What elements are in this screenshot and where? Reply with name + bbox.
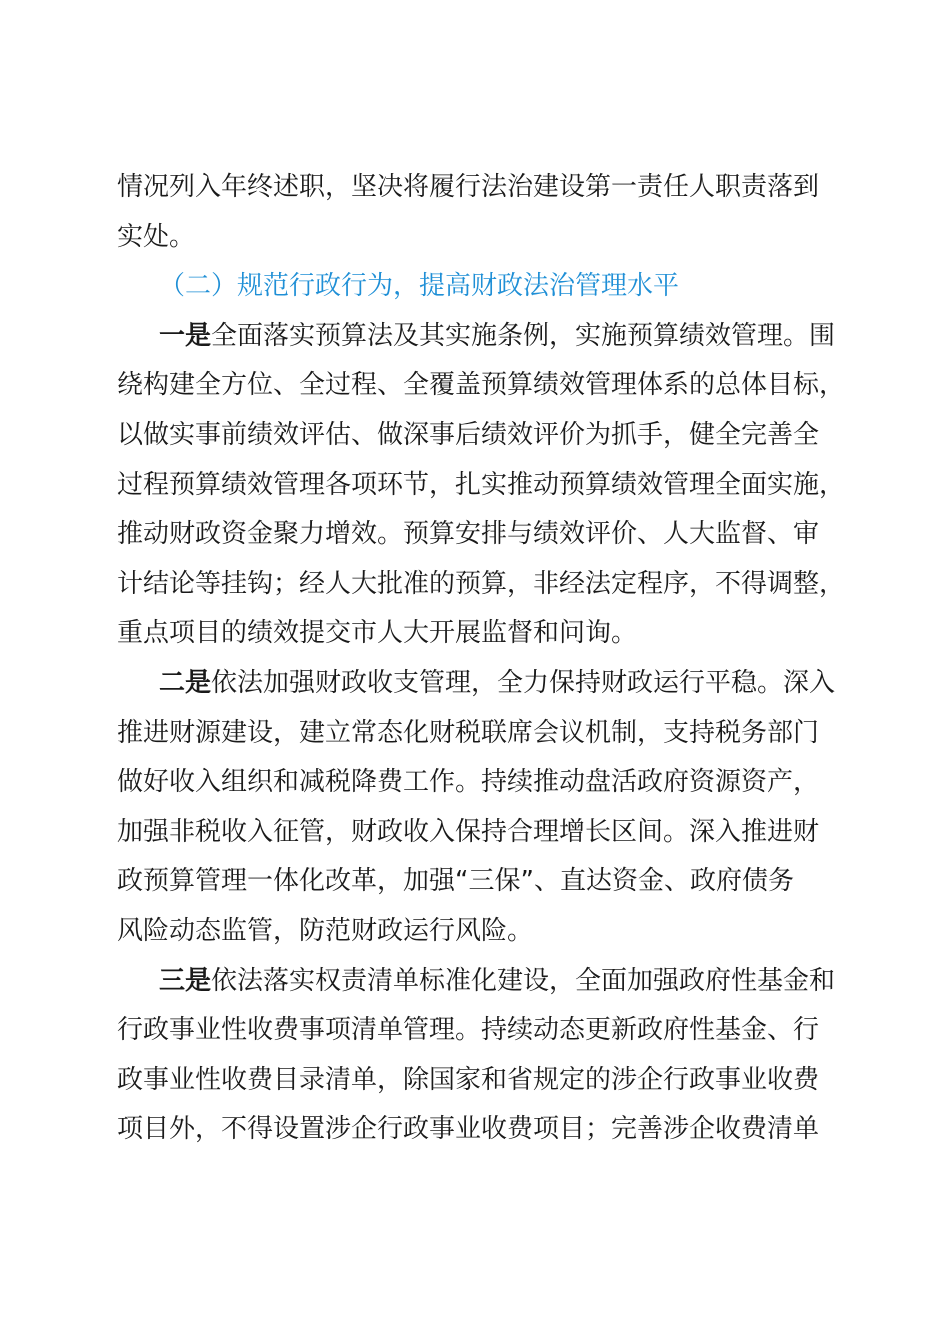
paragraph-first-line: 三是依法落实权责清单标准化建设，全面加强政府性基金和: [159, 965, 836, 996]
text-line: 加强非税收入征管，财政收入保持合理增长区间。深入推进财: [117, 816, 820, 847]
document-body: [117, 163, 846, 1155]
section-heading: （二）规范行政行为，提高财政法治管理水平: [159, 271, 680, 302]
text-line: 风险动态监管，防范财政运行风险。: [117, 915, 534, 946]
paragraph-lead: 三是: [159, 965, 212, 996]
text-line: 实处。: [117, 221, 196, 252]
text-line: 过程预算绩效管理各项环节，扎实推动预算绩效管理全面实施，: [117, 469, 846, 500]
text-line: 政事业性收费目录清单，除国家和省规定的涉企行政事业收费: [117, 1064, 820, 1095]
text-line: 情况列入年终述职，坚决将履行法治建设第一责任人职责落到: [117, 172, 820, 202]
text-line: 以做实事前绩效评估、做深事后绩效评价为抓手，健全完善全: [117, 419, 820, 450]
text-line: 做好收入组织和减税降费工作。持续推动盘活政府资源资产，: [117, 767, 820, 798]
text-line: 行政事业性收费事项清单管理。持续动态更新政府性基金、行: [117, 1015, 820, 1046]
text-line: 推进财源建设，建立常态化财税联席会议机制，支持税务部门: [117, 717, 820, 748]
paragraph-lead: 二是: [159, 667, 212, 698]
text-line: 计结论等挂钩；经人大批准的预算，非经法定程序，不得调整，: [117, 568, 846, 599]
text-line: 重点项目的绩效提交市人大开展监督和问询。: [117, 618, 638, 649]
text-line: 项目外，不得设置涉企行政事业收费项目；完善涉企收费清单: [117, 1114, 820, 1145]
paragraph-first-line: 一是全面落实预算法及其实施条例，实施预算绩效管理。围: [159, 320, 836, 351]
text-line: 政预算管理一体化改革，加强“三保”、直达资金、政府债务: [117, 866, 794, 897]
paragraph-first-line: 二是依法加强财政收支管理，全力保持财政运行平稳。深入: [159, 667, 836, 698]
text-line: 绕构建全方位、全过程、全覆盖预算绩效管理体系的总体目标，: [117, 370, 846, 401]
text-line: 推动财政资金聚力增效。预算安排与绩效评价、人大监督、审: [117, 519, 820, 550]
paragraph-lead: 一是: [159, 320, 212, 351]
